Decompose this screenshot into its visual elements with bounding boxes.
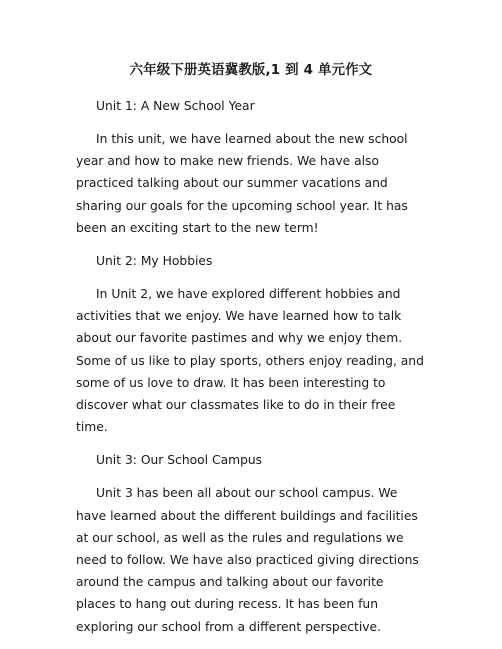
page-title: 六年级下册英语冀教版,1 到 4 单元作文 bbox=[129, 63, 373, 78]
section-heading-unit-1: Unit 1: A New School Year bbox=[96, 99, 255, 113]
section-heading-unit-3: Unit 3: Our School Campus bbox=[96, 453, 263, 468]
section-heading-unit-2: Unit 2: My Hobbies bbox=[96, 254, 213, 269]
section-body-unit-2: In Unit 2, we have explored different hobbies and activities that we enjoy. We have learned how to talk about our favorite pastimes and why we enjoy them. Some of us like to play sports, others enjoy reading, and some of us love to draw. It has been interesting to discover what our classmates like to do in their free time. bbox=[76, 287, 424, 435]
section-body-unit-1: In this unit, we have learned about the new school year and how to make new friends. We have also practiced talking about our summer vacations and sharing our goals for the upcoming school year. It has been an exciting start to the new term! bbox=[76, 132, 408, 235]
section-body-unit-3: Unit 3 has been all about our school campus. We have learned about the different buildings and facilities at our school, as well as the rules and regulations we need to follow. We have also practiced giving directions around the campus and talking about our favorite places to hang out during recess. It has been fun exploring our school from a different perspective. bbox=[76, 486, 419, 634]
